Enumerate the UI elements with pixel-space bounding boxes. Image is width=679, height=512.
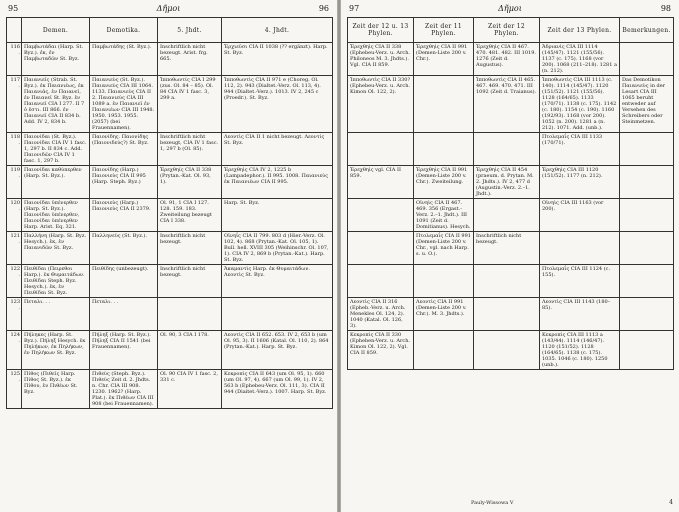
cell-demotika: Παιονίδης (Harp.) Παιονιεὺς CIA II 995 (Harp. Steph. Byz.) [90,166,158,199]
cell-bemerkungen [620,133,674,166]
right-page [341,0,679,512]
cell-5-jhdt: Inschriftlich nicht bezeugt, CIA IV 1 fasc. 1, 297 b (Ol. 85). [158,133,222,166]
table-row [7,133,333,166]
row-number: 123. [7,298,22,331]
cell-5-jhdt: Inschriftlich nicht bezeugt. Arist. frg. 665. [158,43,222,76]
cell-11-phylen [414,133,474,166]
cell-11-phylen: Οἰνηὶς CIA II 467. 469. 356 (Ergast.-Verz. 2.–1. Jhdt.). III 1091 (Zeit d. Domitianus). Hesych. [414,199,474,232]
cell-13-phylen: Λεοντὶς CIA III 1143 (180–85). [540,298,620,331]
cell-13-phylen: Οἰνηὶς CIA III 1163 (vor 200). [540,199,620,232]
cell-demen: Παλλήνη (Harp. St. Byz. Hesych.). ἐκ, ἐν Παιανιδῶν St. Byz. [22,232,90,265]
cell-12-phylen [474,331,540,370]
table-row [348,76,674,133]
col-header-5-jhdt: 5. Jhdt. [158,18,222,43]
cell-4-jhdt: Λεοντὶς CIA II 1 nicht bezeugt. Λεοντίς St. Byz. [222,133,333,166]
cell-5-jhdt: Ol. 90 CIA IV 1 fasc. 2, 331 c. [158,370,222,409]
cell-12-phylen: Inschriftlich nicht bezeugt. [474,232,540,265]
left-page [0,0,337,512]
cell-5-jhdt: Ol. 91, 1 CIA I 127. 128. 159. 183. Zweiteilung bezeugt CIA I 338. [158,199,222,232]
cell-13-phylen: Ἀδριανὶς CIA III 1114 (145/47). 1121 (155/56). 1137 (c. 175). 1168 (vor 200). 1068 (211–218). 1281 a (n. 212). [540,43,620,76]
col-header-demen: Demen. [22,18,90,43]
cell-5-jhdt: Ἱπποθωντίς CIA I 299 (zus. Ol. 84 – 85). Ol. 84 CIA IV 1 fasc. 3, 299 a. [158,76,222,133]
right-page-number: 97 [349,4,360,13]
cell-12-phylen [474,133,540,166]
table-row [348,331,674,370]
row-number: 116. [7,43,22,76]
cell-12-phylen: Ἐρεχθηὶς CIA II 467. 470. 481. 482. III 1019. 1276 (Zeit d. Augustus). [474,43,540,76]
cell-12-13-phylen [348,265,414,298]
cell-demen: Πειθίδαι (Πειρεθοι Harp.). ἐκ Θυμαιτάδων. Πειθίδαι Steph. Byz. Hesych.). ἐκ, ἐν Πειθίδαι St. Byz. [22,265,90,298]
phylen-table-header [348,18,674,43]
row-number: 125. [7,370,22,409]
cell-13-phylen: Ἐρεχθηὶς CIA III 1120 (151/52). 1177 (n. 212). [540,166,620,199]
left-page-header [6,3,331,15]
cell-demotika: Παιανιεὺς (St. Byz.). Παιανιεὺς CIA III 1064. 1133. Παιανιεὺς CIA II 2. Παιανιεὺς CIA III 1089 a. ἐν Παιανιεῖ ἐν Παιανιέων CIA III 1948. 1950. 1953. 1955. (2057) (bei Frauennamen). [90,76,158,133]
table-row [348,232,674,265]
cell-bemerkungen [620,331,674,370]
cell-4-jhdt [222,298,333,331]
cell-12-13-phylen: Ἐρεχθηὶς CIA II 338 (Ephebeu-Verz. u. Arch. Philoneos M. 3. Jhdts.). Vgl. CIA II 859. [348,43,414,76]
cell-demen: Πήληκες (Harp. St. Byz.). Πήληξ Hesych. ἐκ Πηλήκων, ἐκ Πηλήκων, ἐν Πηλήκων St. Byz. [22,331,90,370]
cell-4-jhdt: Ἱπποθωντὶς CIA II 971 e (Choreg. Ol. 112, 2). 943 (Dialtet.-Verz. Ol. 113, 4). 944 (Dialtet.-Verz.). 1013. IV 2, 245 c (Proedr.). St. Byz. [222,76,333,133]
cell-5-jhdt: Ἐρεχθηίς CIA II 338 (Prytan.-Kat. Ol. 93, 1). [158,166,222,199]
cell-4-jhdt: Λεοντὶς CIA II 652. 653. IV 2, 653 b (um Ol. 95, 3). II 1606 (Katal. Ol. 110, 2). 864 (Prytan.-Kat.). Harp. St. Byz. [222,331,333,370]
demen-table-header [7,18,333,43]
demen-table [6,17,333,409]
table-row [348,133,674,166]
cell-11-phylen [414,265,474,298]
table-row [7,265,333,298]
cell-11-phylen [414,331,474,370]
cell-demotika: Πιθεὺς (Steph. Byz.). Πιθεὺς Zeit d. 2. Jhdts. n. Chr. CIA III 908. 1230. 1962? (Harp. Plat.). ἐκ Πιθέων CIA III 908 (bei Frauennamen). [90,370,158,409]
cell-11-phylen: Πτολεμαΐς CIA II 991 (Demen-Liste 200 v. Chr., vgl. nach Harp. s. u. O.). [414,232,474,265]
row-number: 119. [7,166,22,199]
row-number: 121. [7,232,22,265]
cell-11-phylen [414,76,474,133]
cell-bemerkungen: Das Demotikon Παιανιεὺς in der Lesart CIA III 1065 beruht entweder auf Versehen des Schreibers oder Steinmetzen. [620,76,674,133]
cell-4-jhdt: Harp. St. Byz. [222,199,333,232]
cell-12-phylen [474,298,540,331]
cell-11-phylen: Ἐρεχθηὶς CIA II 991 (Demen-Liste 200 v. Chr.). Zweiteilung. [414,166,474,199]
right-page-title: Δῆμοι [498,4,522,13]
col-header-12-phylen: Zeit der 12 Phylen. [474,18,540,43]
cell-demen: Παιονίδαι καθύπερθεν (Harp. St. Byz.). [22,166,90,199]
table-row [7,298,333,331]
cell-13-phylen: Ἱπποθωντὶς CIA III 1113 (c. 140). 1114 (145/47). 1120 (151/52). 1121 (155/56). 1128 (164/65). 1133 (170/71). 1138 (c. 175). 1142 (c. 180). 1154 (c. 190). 1160 (192/93). 1168 (vor 200). 1052 (n. 200). 1281 a (n. 212). 1071. Add. (unb.). [540,76,620,133]
cell-bemerkungen [620,166,674,199]
cell-12-phylen [474,199,540,232]
col-header-demotika: Demotika. [90,18,158,43]
cell-demotika: Παλληνεὺς (St. Byz.). [90,232,158,265]
right-page-footer: Pauly-Wissowa V [471,500,514,506]
cell-bemerkungen [620,43,674,76]
cell-12-phylen: Ἐρεχθηὶς CIA II 454 (praeum. d. Prytan. M. 2. Jhdts.). IV 2, 477 d (Augustin.-Verz. 2.–1. Jhdt.). [474,166,540,199]
cell-5-jhdt: Inschriftlich nicht bezeugt. [158,232,222,265]
phylen-table [347,17,674,370]
row-number: 118. [7,133,22,166]
cell-demotika: Παιονίδης. Παιονίδης (Παιονιδεύς?) St. Byz. [90,133,158,166]
cell-11-phylen: Λεοντὶς CIA II 991 (Demen-Liste 200 v. Chr.). M. 3. Jhdts.). [414,298,474,331]
right-page-number-right: 98 [660,4,671,13]
row-number: 124. [7,331,22,370]
cell-demotika: Πειθίδης (unbezeugt). [90,265,158,298]
cell-12-phylen: Ἱπποθωντὶς CIA II 465. 467. 469. 470. 471. III 1092 (Zeit d. Traianus). [474,76,540,133]
cell-4-jhdt: Οἰνηΐς CIA II 799. 803 d (Hier.-Verz. Ol. 102, 4). 868 (Prytan.-Kat. Ol. 105, 1). Bull. hell. XVIII 305 (Weihinschr. Ol. 107, 1). CIA IV 2, 869 b (Prytan.-Kat.). Harp. St. Byz. [222,232,333,265]
right-page-header [347,3,673,15]
table-row [348,199,674,232]
col-header-4-jhdt: 4. Jhdt. [222,18,333,43]
cell-demotika: Παιονιεὺς (Harp.) Παιονιεὺς CIA II 2379. [90,199,158,232]
left-page-title: Δῆμοι [156,4,181,13]
table-row [7,199,333,232]
cell-5-jhdt: Ol. 90, 3 CIA I 178. [158,331,222,370]
col-header-num [7,18,22,43]
cell-demen: Παιονίδαι (St. Byz.). Παιονίδαι CIA IV 1 fasc. 1, 297 b. II 834 c. Add. Παιονιδῶν CIA IV 1 fasc. 1, 297 b. [22,133,90,166]
table-row [7,43,333,76]
cell-12-phylen [474,265,540,298]
col-header-12-13-phylen: Zeit der 12 u. 13 Phylen. [348,18,414,43]
cell-12-13-phylen: Κεκροπὶς CIA II 330 (Epheben-Verz. u. Arch. Kimon Ol. 122, 2). Vgl. CIA II 859. [348,331,414,370]
table-row [7,76,333,133]
table-row [7,166,333,199]
cell-demotika: Πήληξ (Harp. St. Byz.). Πήληξ CIA II 1541 (bei Frauennamen). [90,331,158,370]
cell-4-jhdt: Κεκροπὶς CIA II 643 (um Ol. 95, 1). 660 (um Ol. 97, 4). 667 (um Ol. 99, 1). IV 2, 563 b (Ephebeu-Verz. Ol. 111, 3). CIA II 944 (Diaitet.-Verz.). 1007. Harp. St. Byz. [222,370,333,409]
cell-bemerkungen [620,232,674,265]
cell-13-phylen: Πτολεμαΐς CIA III 1133 (170/71). [540,133,620,166]
cell-5-jhdt: Inschriftlich nicht bezeugt. [158,265,222,298]
cell-12-13-phylen [348,199,414,232]
cell-13-phylen: Κεκροπὶς CIA III 1113 a (143/44). 1114 (146/47). 1120 (151/52). 1128 (164/65). 1138 (c. 175). 1035. 1046 (c. 180). 1250 (unb.). [540,331,620,370]
col-header-bemerkungen: Bemerkungen. [620,18,674,43]
cell-demen: Παιανιεῖς (Strab. St. Byz.). ἐκ Παιανιέως, ἐκ Παιανιᾶς, ἐν Παιανεῖ, ἐν Παιανεῖ St. Byz. ἐν Παιανιεῖ CIA I 277. II 7 ὁ ἐστι. III 866. ἐν Παιανιεῖ CIA II 834 b. Add. IV 2, 834 b. [22,76,90,133]
col-header-11-phylen: Zeit der 11 Phylen. [414,18,474,43]
right-page-footer-number: 4 [669,499,673,506]
cell-4-jhdt: Ἐρχιεῦσι CIA II 1038 (?? ergänzt). Harp. St. Byz. [222,43,333,76]
cell-5-jhdt [158,298,222,331]
cell-demen: Παμβωτάδαι (Harp. St. Byz.). ἐκ, ἐν Παμβωταδῶν St. Byz. [22,43,90,76]
cell-12-13-phylen: Ἐρεχθηὶς vgl. CIA II 859. [348,166,414,199]
row-number: 117. [7,76,22,133]
cell-12-13-phylen: Ἱπποθωντὶς CIA II 330? (Ephebeu-Verz. u. Arch. Kimon Ol. 122, 2). [348,76,414,133]
cell-13-phylen: Πτολεμαΐς CIA III 1124 (c. 155). [540,265,620,298]
cell-13-phylen [540,232,620,265]
cell-bemerkungen [620,199,674,232]
cell-12-13-phylen [348,232,414,265]
left-page-number-right: 96 [318,4,329,13]
left-page-number: 95 [8,4,19,13]
cell-12-13-phylen [348,133,414,166]
table-row [348,166,674,199]
cell-12-13-phylen: Λεοντὶς CIA II 316 (Epheb.-Verz. u. Arch. Menekles Ol. 124, 2). 1040 (Katal. Ol. 126, 3). [348,298,414,331]
table-row [348,298,674,331]
table-row [7,331,333,370]
cell-bemerkungen [620,265,674,298]
cell-4-jhdt: Ἀκαμαντὶς Harp. ἐκ Θυμαιτάδων. Λεοντὶς St. Byz. [222,265,333,298]
cell-demen: Παιονίδαι ὑπένερθεν (Harp. St. Byz.). Παιονίδαι ὑπένερθεν, Παιονίδαι ὑπένερθεν Harp. Arist. Eq. 321. [22,199,90,232]
table-row [7,232,333,265]
col-header-13-phylen: Zeit der 13 Phylen. [540,18,620,43]
table-row [348,43,674,76]
cell-demotika: Πεταλι. . . [90,298,158,331]
cell-demotika: Παμβωτάδης (St. Byz.). [90,43,158,76]
cell-11-phylen: Ἐρεχθηὶς CIA II 991 (Demen-Liste 200 v. Chr.). [414,43,474,76]
row-number: 120. [7,199,22,232]
cell-demen: Πίθος (Πιθεῖς Harp. Πίθος St. Byz.). ἐκ Πίθου, ἐν Πιθέων St. Byz. [22,370,90,409]
cell-demen: Πεταλι. . . [22,298,90,331]
cell-4-jhdt: Ἐρεχθηὶς CIA IV 2, 1225 b (Lampadephor.). II 995. 1008. Παιανιεὺς ἐκ Παιανιέων CIA II 995. [222,166,333,199]
cell-bemerkungen [620,298,674,331]
table-row [348,265,674,298]
row-number: 122. [7,265,22,298]
table-row [7,370,333,409]
